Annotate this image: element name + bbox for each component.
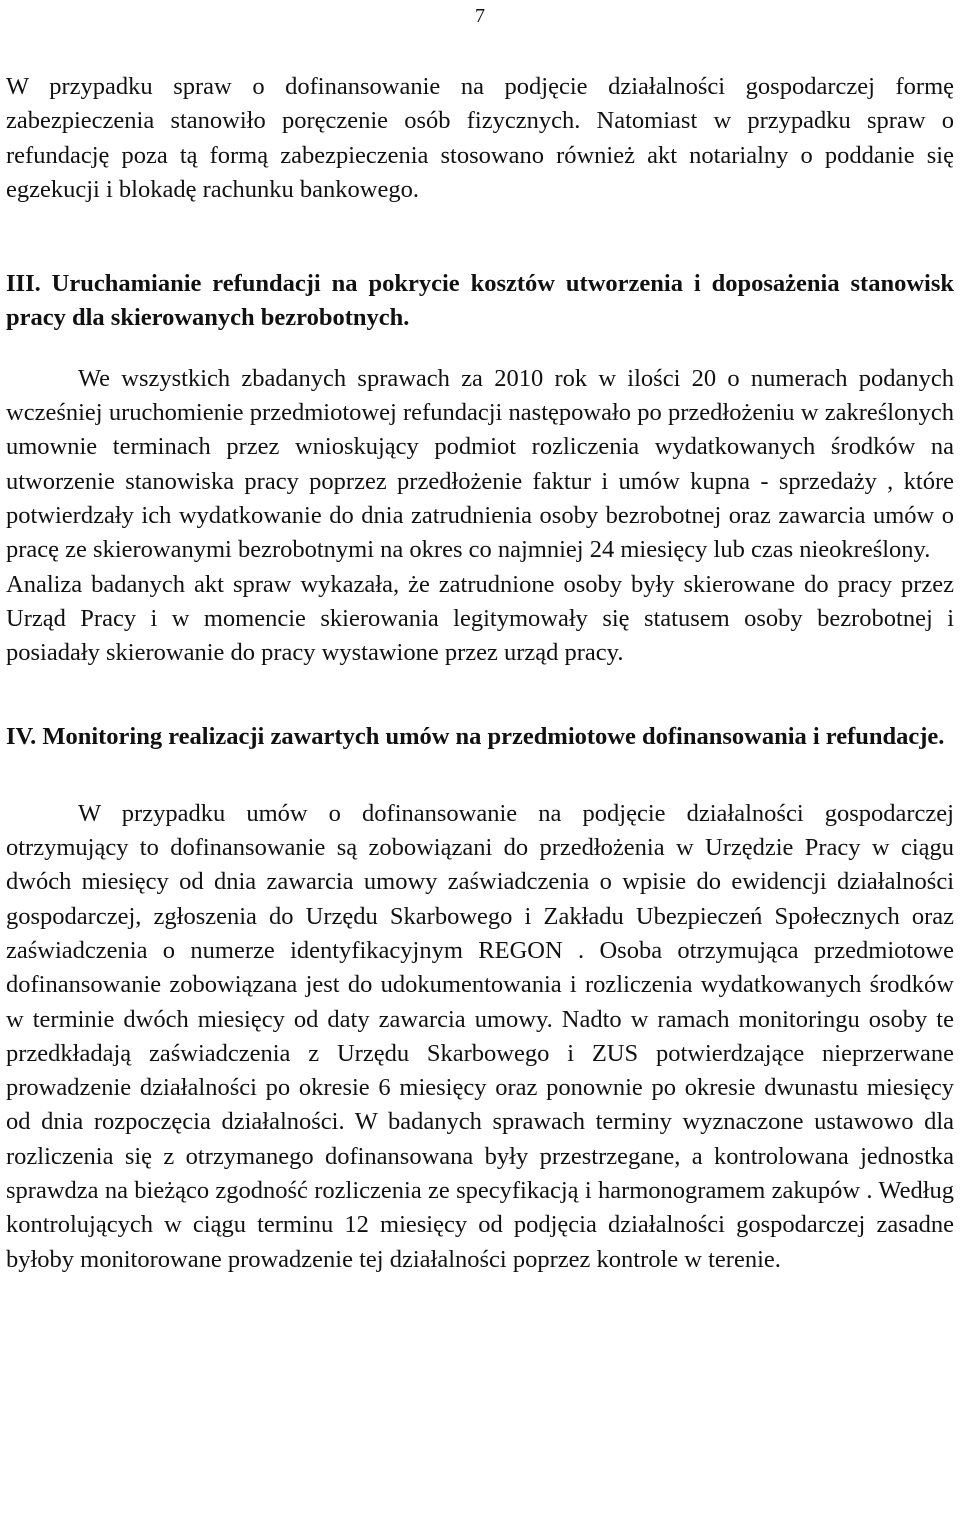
section-heading-iv: IV. Monitoring realizacji zawartych umów na przedmiotowe dofinansowania i refundacje. (6, 723, 945, 751)
paragraph-monitoring: W przypadku umów o dofinansowanie na podjęcie działalności gospodarczej otrzymujący to dofinansowanie są zobowiązani do przedłożenia w Urzędzie Pracy w ciągu dwóch miesięcy od dnia zawarcia umowy zaświadczenia o wpisie do ewidencji działalności gospodarczej, zgłoszenia do Urzędu Skarbowego i Zakładu Ubezpieczeń Społecznych oraz zaświadczenia o numerze identyfikacyjnym REGON . Osoba otrzymująca przedmiotowe dofinansowanie zobowiązana jest do udokumentowania i rozliczenia wydatkowanych środków w terminie dwóch miesięcy od daty zawarcia umowy. Nadto w ramach monitoringu osoby te przedkładają zaświadczenia z Urzędu Skarbowego i ZUS potwierdzające nieprzerwane prowadzenie działalności po okresie 6 miesięcy oraz ponownie po okresie dwunastu miesięcy od dnia rozpoczęcia działalności. W badanych sprawach terminy wyznaczone ustawowo dla rozliczenia się z otrzymanego dofinansowana były przestrzegane, a kontrolowana jednostka sprawdza na bieżąco zgodność rozliczenia ze specyfikacją i harmonogramem zakupów . Według kontrolujących w ciągu terminu 12 miesięcy od podjęcia działalności gospodarczej zasadne byłoby monitorowane prowadzenie tej działalności poprzez kontrole w terenie. (6, 799, 954, 1273)
paragraph-refund-launch: We wszystkich zbadanych sprawach za 2010 rok w ilości 20 o numerach podanych wcześniej uruchomienie przedmiotowej refundacji następowało po przedłożeniu w zakreślonych umownie terminach przez wnioskujący podmiot rozliczenia wydatkowanych środków na utworzenie stanowiska pracy poprzez przedłożenie faktur i umów kupna - sprzedaży , które potwierdzały ich wydatkowanie do dnia zatrudnienia osoby bezrobotnej oraz zawarcia umów o pracę ze skierowanymi bezrobotnymi na okres co najmniej 24 miesięcy lub czas nieokreślony. (6, 364, 954, 564)
document-body (6, 70, 954, 1277)
paragraph-case-analysis: Analiza badanych akt spraw wykazała, że zatrudnione osoby były skierowane do pracy przez Urząd Pracy i w momencie skierowania legitymowały się statusem osoby bezrobotnej i posiadały skierowanie do pracy wystawione przez urząd pracy. (6, 570, 954, 667)
paragraph-security-forms: W przypadku spraw o dofinansowanie na podjęcie działalności gospodarczej formę zabezpieczenia stanowiło poręczenie osób fizycznych. Natomiast w przypadku spraw o refundację poza tą formą zabezpieczenia stosowano również akt notarialny o poddanie się egzekucji i blokadę rachunku bankowego. (6, 73, 954, 203)
page-number: 7 (475, 5, 485, 27)
section-heading-iii: III. Uruchamianie refundacji na pokrycie kosztów utworzenia i doposażenia stanowisk pracy dla skierowanych bezrobotnych. (6, 270, 954, 332)
